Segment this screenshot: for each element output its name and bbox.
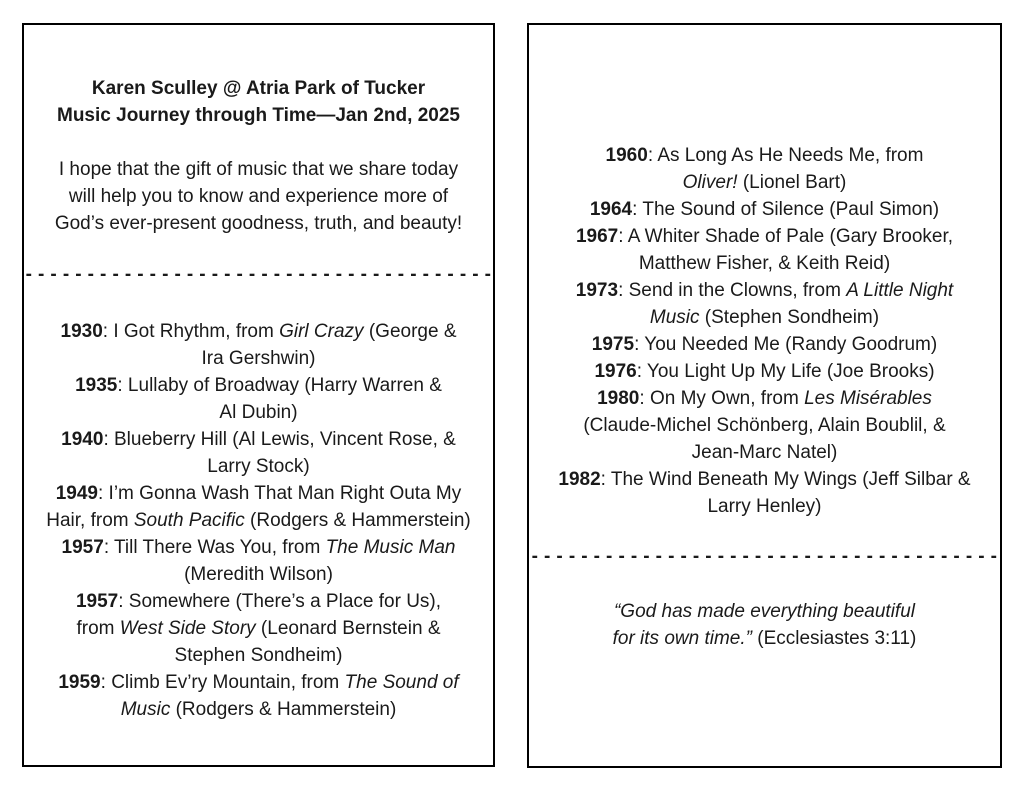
song-entry-1967 bbox=[529, 223, 1000, 277]
text-segment: : You Needed Me (Randy Goodrum) bbox=[634, 334, 938, 355]
song-line bbox=[24, 534, 493, 561]
song-entry-1976 bbox=[529, 358, 1000, 385]
text-segment: Larry Henley) bbox=[707, 496, 822, 517]
song-line bbox=[24, 345, 493, 372]
text-segment: 1982 bbox=[558, 469, 601, 490]
song-line bbox=[529, 493, 1000, 520]
text-segment: : Lullaby of Broadway (Harry Warren & bbox=[117, 375, 442, 396]
text-segment: A Little Night bbox=[846, 280, 954, 301]
song-entry-1949 bbox=[24, 480, 493, 534]
text-segment: : You Light Up My Life (Joe Brooks) bbox=[636, 361, 935, 382]
song-entry-1959 bbox=[24, 669, 493, 723]
dashed-divider-left: - - - - - - - - - - - - - - - - - - - - - - - - - - - - - - - - - - - - - - bbox=[25, 264, 492, 285]
song-entry-1973 bbox=[529, 277, 1000, 331]
song-entry-1957 bbox=[24, 534, 493, 588]
song-line bbox=[529, 169, 1000, 196]
text-segment: from bbox=[76, 618, 120, 639]
song-line bbox=[24, 615, 493, 642]
text-segment: : Somewhere (There’s a Place for Us), bbox=[118, 591, 442, 612]
text-segment: (George & bbox=[363, 321, 457, 342]
song-entry-1964 bbox=[529, 196, 1000, 223]
text-segment: West Side Story bbox=[119, 618, 256, 639]
song-entry-1975 bbox=[529, 331, 1000, 358]
song-line bbox=[529, 358, 1000, 385]
song-list-1960s-1980s bbox=[529, 142, 1000, 520]
text-segment: 1975 bbox=[591, 334, 635, 355]
text-segment: 1957 bbox=[61, 537, 104, 558]
text-segment: (Claude-Michel Schönberg, Alain Boublil, & bbox=[583, 415, 946, 436]
text-segment: for its own time.” bbox=[612, 628, 752, 649]
quote-line bbox=[529, 598, 1000, 625]
text-segment: 1967 bbox=[575, 226, 619, 247]
intro-line-2: will help you to know and experience more of bbox=[68, 186, 449, 207]
text-segment: Al Dubin) bbox=[219, 402, 298, 423]
song-line bbox=[529, 250, 1000, 277]
text-segment: 1973 bbox=[575, 280, 619, 301]
quote-line bbox=[529, 625, 1000, 652]
text-segment: The Music Man bbox=[325, 537, 456, 558]
song-line bbox=[529, 439, 1000, 466]
text-segment: (Rodgers & Hammerstein) bbox=[244, 510, 471, 531]
text-segment: (Leonard Bernstein & bbox=[255, 618, 441, 639]
song-entry-1957 bbox=[24, 588, 493, 669]
text-segment: Music bbox=[649, 307, 700, 328]
left-page-panel bbox=[22, 23, 495, 767]
dashed-divider-right: - - - - - - - - - - - - - - - - - - - - - - - - - - - - - - - - - - - - - - bbox=[531, 546, 998, 567]
text-segment: : Blueberry Hill (Al Lewis, Vincent Rose, & bbox=[103, 429, 456, 450]
text-segment: Jean-Marc Natel) bbox=[691, 442, 838, 463]
song-line bbox=[24, 588, 493, 615]
text-segment: 1949 bbox=[55, 483, 98, 504]
song-line bbox=[529, 331, 1000, 358]
text-segment: 1957 bbox=[75, 591, 119, 612]
title-line-1: Karen Sculley @ Atria Park of Tucker bbox=[91, 78, 426, 99]
song-line bbox=[24, 453, 493, 480]
text-segment: 1960 bbox=[605, 145, 648, 166]
song-line bbox=[529, 466, 1000, 493]
text-segment: 1964 bbox=[589, 199, 633, 220]
text-segment: (Meredith Wilson) bbox=[184, 564, 333, 585]
text-segment: Matthew Fisher, & Keith Reid) bbox=[638, 253, 891, 274]
program-title bbox=[24, 75, 493, 129]
text-segment: Les Misérables bbox=[804, 388, 932, 409]
text-segment: 1976 bbox=[594, 361, 637, 382]
song-line bbox=[24, 318, 493, 345]
song-line bbox=[529, 142, 1000, 169]
title-line-2: Music Journey through Time—Jan 2nd, 2025 bbox=[57, 105, 460, 126]
scripture-quote bbox=[529, 598, 1000, 652]
song-entry-1980 bbox=[529, 385, 1000, 466]
song-entry-1960 bbox=[529, 142, 1000, 196]
intro-line-1: I hope that the gift of music that we share today bbox=[58, 159, 459, 180]
song-list-1930s-1950s bbox=[24, 318, 493, 723]
song-entry-1982 bbox=[529, 466, 1000, 520]
text-segment: : Climb Ev’ry Mountain, from bbox=[100, 672, 345, 693]
right-page-panel bbox=[527, 23, 1002, 768]
text-segment: : I Got Rhythm, from bbox=[102, 321, 280, 342]
text-segment: Girl Crazy bbox=[279, 321, 364, 342]
text-segment: “God has made everything beautiful bbox=[613, 601, 915, 622]
song-line bbox=[24, 399, 493, 426]
song-line bbox=[24, 507, 493, 534]
text-segment: : On My Own, from bbox=[639, 388, 805, 409]
song-line bbox=[24, 426, 493, 453]
text-segment: Hair, from bbox=[46, 510, 134, 531]
song-line bbox=[529, 196, 1000, 223]
text-segment: Music bbox=[120, 699, 171, 720]
text-segment: Larry Stock) bbox=[207, 456, 310, 477]
song-line bbox=[24, 372, 493, 399]
song-line bbox=[24, 480, 493, 507]
song-line bbox=[24, 696, 493, 723]
text-segment: : The Sound of Silence (Paul Simon) bbox=[632, 199, 940, 220]
text-segment: (Rodgers & Hammerstein) bbox=[170, 699, 397, 720]
song-line bbox=[529, 223, 1000, 250]
text-segment: : As Long As He Needs Me, from bbox=[647, 145, 924, 166]
song-line bbox=[529, 385, 1000, 412]
text-segment: (Lionel Bart) bbox=[737, 172, 847, 193]
text-segment: Oliver! bbox=[682, 172, 738, 193]
text-segment: : The Wind Beneath My Wings (Jeff Silbar & bbox=[600, 469, 971, 490]
text-segment: : A Whiter Shade of Pale (Gary Brooker, bbox=[618, 226, 954, 247]
song-line bbox=[529, 304, 1000, 331]
text-segment: (Ecclesiastes 3:11) bbox=[751, 628, 917, 649]
text-segment: 1940 bbox=[61, 429, 104, 450]
text-segment: Ira Gershwin) bbox=[201, 348, 316, 369]
text-segment: : Till There Was You, from bbox=[103, 537, 326, 558]
text-segment: 1959 bbox=[58, 672, 101, 693]
song-line bbox=[24, 561, 493, 588]
song-line bbox=[24, 669, 493, 696]
text-segment: : Send in the Clowns, from bbox=[618, 280, 847, 301]
song-entry-1940 bbox=[24, 426, 493, 480]
song-entry-1935 bbox=[24, 372, 493, 426]
song-line bbox=[529, 412, 1000, 439]
text-segment: (Stephen Sondheim) bbox=[699, 307, 880, 328]
text-segment: Stephen Sondheim) bbox=[174, 645, 343, 666]
text-segment: South Pacific bbox=[133, 510, 245, 531]
text-segment: 1980 bbox=[597, 388, 640, 409]
intro-line-3: God’s ever-present goodness, truth, and beauty! bbox=[54, 213, 463, 234]
text-segment: 1935 bbox=[75, 375, 118, 396]
song-entry-1930 bbox=[24, 318, 493, 372]
text-segment: 1930 bbox=[60, 321, 103, 342]
intro-message bbox=[30, 156, 487, 237]
song-line bbox=[529, 277, 1000, 304]
song-line bbox=[24, 642, 493, 669]
text-segment: The Sound of bbox=[344, 672, 459, 693]
text-segment: : I’m Gonna Wash That Man Right Outa My bbox=[98, 483, 462, 504]
